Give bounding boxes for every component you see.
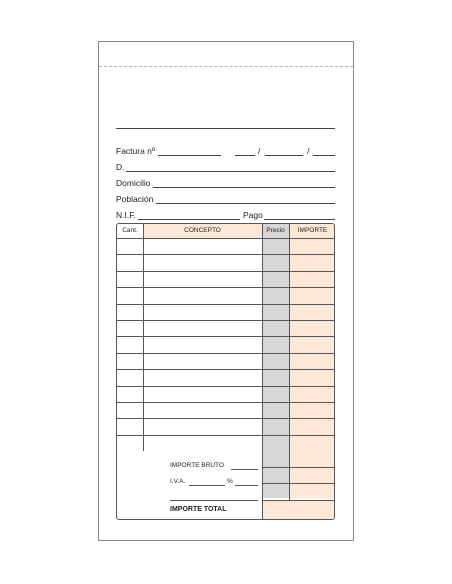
iva-label: I.V.A. (170, 478, 186, 485)
header-concepto: CONCEPTO (143, 224, 262, 238)
perforation-line (99, 66, 353, 67)
pago-label: Pago (243, 210, 263, 220)
factura-number-field[interactable] (158, 155, 221, 156)
header-precio: Precio (266, 227, 285, 234)
item-row-line (117, 386, 335, 387)
summary-line-3 (262, 500, 335, 501)
date-day-field[interactable] (235, 155, 255, 156)
items-table (116, 223, 335, 520)
poblacion-field[interactable] (156, 203, 335, 204)
divider-precio-left (262, 224, 263, 519)
importe-bruto-line[interactable] (231, 469, 258, 470)
iva-amount-line[interactable] (235, 485, 258, 486)
summary-line-1 (262, 467, 335, 468)
divider-cant (143, 224, 144, 451)
subtotal-line (170, 500, 258, 501)
divider-precio-right (289, 224, 290, 500)
item-row-line (117, 271, 335, 272)
iva-rate-line[interactable] (189, 485, 225, 486)
d-label: D. (116, 162, 125, 172)
d-field[interactable] (126, 171, 335, 172)
header-rule (116, 128, 335, 129)
header-divider (117, 238, 335, 239)
importe-total-label: IMPORTE TOTAL (170, 506, 227, 513)
item-row-line (117, 320, 335, 321)
precio-column (262, 224, 289, 498)
date-separator-1: / (258, 146, 261, 156)
importe-total-cell[interactable] (262, 500, 335, 519)
poblacion-label: Población (116, 194, 154, 204)
item-row-line (117, 336, 335, 337)
header-importe: IMPORTE (297, 227, 328, 234)
item-row-line (117, 369, 335, 370)
iva-percent: % (227, 478, 233, 485)
item-row-line (117, 353, 335, 354)
item-row-line (117, 287, 335, 288)
nif-label: N.I.F. (116, 210, 136, 220)
item-row-line (117, 254, 335, 255)
nif-field[interactable] (138, 219, 240, 220)
domicilio-label: Domicilio (116, 178, 151, 188)
item-row-line (117, 435, 335, 436)
domicilio-field[interactable] (153, 187, 335, 188)
summary-line-2 (262, 483, 335, 484)
date-separator-2: / (307, 146, 310, 156)
factura-label: Factura nº (116, 146, 156, 156)
date-month-field[interactable] (265, 155, 303, 156)
importe-bruto-label: IMPORTE BRUTO (170, 462, 224, 469)
pago-field[interactable] (264, 219, 335, 220)
header-cant: Cant. (122, 227, 138, 234)
date-year-field[interactable] (313, 155, 335, 156)
item-row-line (117, 418, 335, 419)
item-row-line (117, 402, 335, 403)
importe-column (289, 224, 335, 498)
item-row-line (117, 304, 335, 305)
